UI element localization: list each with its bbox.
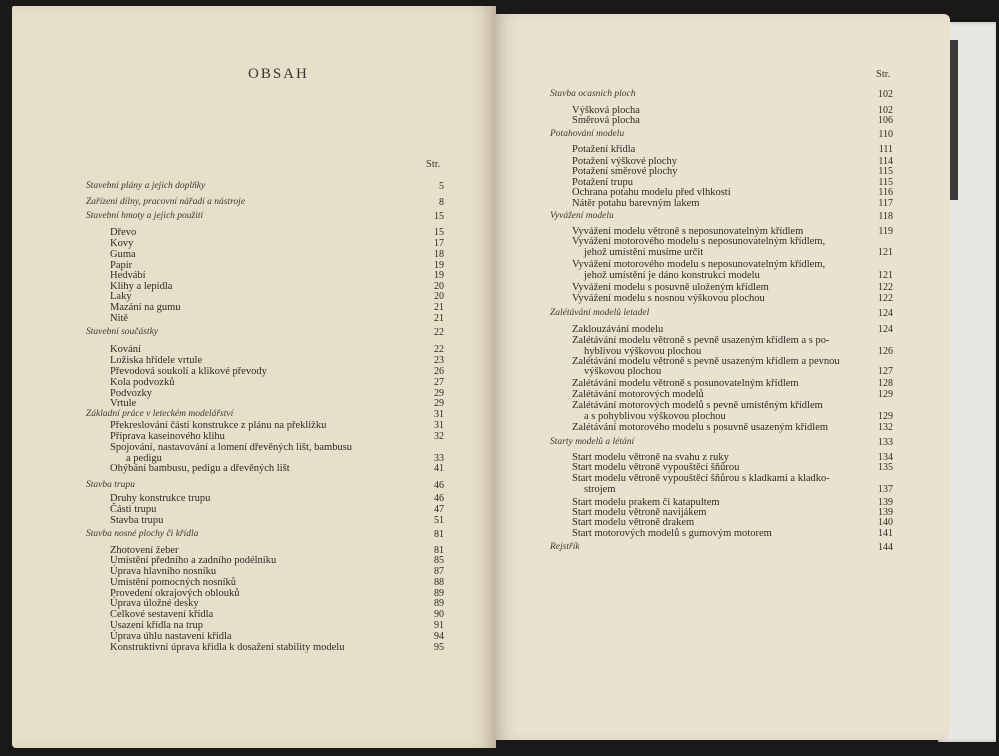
toc-page-number: 122: [878, 282, 893, 293]
toc-section-title: Stavba trupu: [86, 480, 135, 490]
toc-section-title: Stavba nosné plochy či křídla: [86, 529, 199, 539]
toc-entry: Hedvábí: [110, 270, 146, 281]
toc-page-number: 135: [878, 462, 893, 473]
toc-entry: Usazení křídla na trup: [110, 620, 204, 631]
toc-entry: Úprava hlavního nosníku: [110, 566, 217, 577]
left-page: [12, 6, 496, 748]
toc-entry: Části trupu: [110, 504, 157, 515]
toc-entry: Vyvážení modelu s posuvně uloženým křídlem: [572, 282, 769, 293]
toc-entry: Vyvážení motorového modelu s neposunovatelným křídlem,: [572, 236, 826, 247]
toc-page-number: 127: [878, 366, 893, 377]
toc-page-number: 22: [434, 327, 444, 338]
toc-entry: Kování: [110, 344, 141, 355]
toc-page-number: 102: [878, 89, 893, 100]
toc-page-number: 110: [878, 129, 893, 140]
toc-page-number: 119: [878, 226, 893, 237]
toc-entry: Úprava úhlu nastavení křídla: [110, 631, 232, 642]
toc-page-number: 116: [878, 187, 893, 198]
toc-entry: Dřevo: [110, 227, 137, 238]
toc-section-title: Stavební plány a jejich doplňky: [86, 181, 206, 191]
toc-section-title: Základní práce v leteckém modelářství: [86, 409, 234, 419]
toc-page-number: 31: [434, 420, 444, 431]
toc-entry: Start modelu větroně drakem: [572, 517, 695, 528]
toc-page-number: 117: [878, 198, 893, 209]
toc-page-number: 22: [434, 344, 444, 355]
toc-entry: a s pohyblivou výškovou plochou: [584, 411, 726, 422]
toc-page-number: 8: [439, 197, 444, 208]
toc-entry: Zalétávání modelu větroně s pevně usazeným křídlem a pevnou: [572, 356, 840, 367]
toc-page-number: 133: [878, 437, 893, 448]
toc-entry: Start modelu větroně na svahu z ruky: [572, 452, 729, 463]
toc-entry: Vyvážení modelu větroně s neposunovatelným křídlem: [572, 226, 804, 237]
toc-page-number: 5: [439, 181, 444, 192]
toc-page-number: 21: [434, 302, 444, 313]
toc-page-number: 15: [434, 227, 444, 238]
toc-entry: Spojování, nastavování a lomení dřevěných lišt, bambusu: [110, 442, 353, 453]
toc-entry: jehož umístění je dáno konstrukcí modelu: [584, 270, 760, 281]
toc-entry: Konstruktivní úprava křídla k dosažení stability modelu: [110, 642, 345, 653]
toc-entry: Stavba trupu: [110, 515, 164, 526]
toc-section-title: Starty modelů a létání: [550, 437, 635, 447]
toc-entry: Laky: [110, 291, 132, 302]
toc-page-number: 46: [434, 493, 444, 504]
toc-section-title: Stavební součástky: [86, 327, 159, 337]
toc-entry: Guma: [110, 249, 136, 260]
toc-entry: Zhotovení žeber: [110, 545, 179, 556]
toc-entry: strojem: [584, 484, 616, 495]
toc-entry: Úprava úložné desky: [110, 598, 199, 609]
toc-page-number: 129: [878, 411, 893, 422]
toc-page-number: 102: [878, 105, 893, 116]
toc-page-number: 124: [878, 308, 893, 319]
toc-entry: Vyvážení motorového modelu s neposunovatelným křídlem,: [572, 259, 826, 270]
toc-entry: Příprava kaseinového klihu: [110, 431, 225, 442]
toc-entry: Výšková plocha: [572, 105, 640, 116]
toc-entry: Zalétávání motorových modelů: [572, 389, 704, 400]
toc-entry: Provedení okrajových oblouků: [110, 588, 240, 599]
toc-page-number: 91: [434, 620, 444, 631]
toc-page-number: 46: [434, 480, 444, 491]
toc-page-number: 19: [434, 260, 444, 271]
toc-page-number: 20: [434, 291, 444, 302]
toc-entry: Vyvážení modelu s nosnou výškovou plochou: [572, 293, 765, 304]
toc-entry: Zaklouzávání modelu: [572, 324, 664, 335]
toc-page-number: 132: [878, 422, 893, 433]
toc-page-number: 144: [878, 542, 893, 553]
page-column-label: Str.: [426, 159, 441, 170]
toc-page-number: 139: [878, 497, 893, 508]
right-page: [493, 14, 950, 740]
toc-page-number: 129: [878, 389, 893, 400]
toc-page-number: 15: [434, 211, 444, 222]
toc-entry: Potažení směrové plochy: [572, 166, 678, 177]
toc-entry: hyblivou výškovou plochou: [584, 346, 702, 357]
toc-page-number: 41: [434, 463, 444, 474]
toc-entry: Mazání na gumu: [110, 302, 181, 313]
toc-section-title: Potahování modelu: [550, 129, 625, 139]
toc-page-number: 106: [878, 115, 893, 126]
toc-page-number: 29: [434, 388, 444, 399]
toc-entry: Ohýbání bambusu, pedigu a dřevěných lišt: [110, 463, 290, 474]
toc-entry: Nitě: [110, 313, 129, 324]
toc-entry: Umístění pomocných nosníků: [110, 577, 236, 588]
toc-page-number: 128: [878, 378, 893, 389]
toc-entry: Start modelu větroně vypouštěcí šňůrou: [572, 462, 740, 473]
toc-page-number: 124: [878, 324, 893, 335]
toc-entry: Zalétávání modelu větroně s posunovatelným křídlem: [572, 378, 799, 389]
toc-entry: Převodová soukolí a klikové převody: [110, 366, 267, 377]
toc-page-number: 26: [434, 366, 444, 377]
toc-entry: Zalétávání motorového modelu s posuvně usazeným křídlem: [572, 422, 829, 433]
toc-page-number: 88: [434, 577, 444, 588]
toc-page-number: 21: [434, 313, 444, 324]
toc-page-number: 137: [878, 484, 893, 495]
toc-page-number: 134: [878, 452, 893, 463]
toc-page-number: 29: [434, 398, 444, 409]
toc-page-number: 140: [878, 517, 893, 528]
toc-entry: Ložiska hřídele vrtule: [110, 355, 203, 366]
toc-entry: Umístění předního a zadního podélníku: [110, 555, 277, 566]
toc-page-number: 33: [434, 453, 444, 464]
toc-section-title: Zalétávání modelů letadel: [550, 308, 650, 318]
toc-page-number: 139: [878, 507, 893, 518]
toc-page-number: 115: [878, 177, 893, 188]
toc-entry: jehož umístění musíme určit: [584, 247, 704, 258]
toc-entry: Start modelu prakem či katapultem: [572, 497, 720, 508]
toc-page-number: 121: [878, 270, 893, 281]
toc-page-number: 31: [434, 409, 444, 420]
toc-entry: Potažení křídla: [572, 144, 636, 155]
toc-page-number: 89: [434, 588, 444, 599]
toc-entry: Zalétávání motorových modelů s pevně umístěným křídlem: [572, 400, 823, 411]
toc-entry: Potažení trupu: [572, 177, 633, 188]
toc-page-number: 121: [878, 247, 893, 258]
toc-section-title: Stavební hmoty a jejich použití: [86, 211, 204, 221]
toc-entry: Podvozky: [110, 388, 152, 399]
toc-entry: Druhy konstrukce trupu: [110, 493, 211, 504]
toc-entry: Celkové sestavení křídla: [110, 609, 214, 620]
toc-page-number: 126: [878, 346, 893, 357]
toc-page-number: 89: [434, 598, 444, 609]
toc-entry: Ochrana potahu modelu před vlhkostí: [572, 187, 731, 198]
toc-page-number: 87: [434, 566, 444, 577]
toc-page-number: 94: [434, 631, 444, 642]
toc-page-number: 115: [878, 166, 893, 177]
toc-entry: Překreslování částí konstrukce z plánu na překližku: [110, 420, 327, 431]
toc-page-number: 111: [878, 144, 893, 155]
toc-page-number: 122: [878, 293, 893, 304]
toc-entry: Kola podvozků: [110, 377, 175, 388]
toc-entry: Směrová plocha: [572, 115, 640, 126]
toc-page-number: 85: [434, 555, 444, 566]
toc-page-number: 114: [878, 156, 893, 167]
toc-entry: Zalétávání modelu větroně s pevně usazeným křídlem a s po-: [572, 335, 830, 346]
toc-page-number: 47: [434, 504, 444, 515]
toc-section-title: Vyvážení modelu: [550, 211, 614, 221]
page-column-label: Str.: [876, 69, 891, 80]
toc-entry: Start modelu větroně navijákem: [572, 507, 707, 518]
toc-entry: a pedigu: [126, 453, 162, 464]
toc-page-number: 32: [434, 431, 444, 442]
toc-page-number: 118: [878, 211, 893, 222]
toc-entry: Vrtule: [110, 398, 137, 409]
toc-page-number: 19: [434, 270, 444, 281]
toc-page-number: 17: [434, 238, 444, 249]
toc-page-number: 81: [434, 529, 444, 540]
page-title: OBSAH: [248, 66, 309, 82]
toc-entry: Papír: [110, 260, 133, 271]
toc-section-title: Rejstřík: [550, 542, 580, 552]
toc-entry: Kovy: [110, 238, 134, 249]
toc-entry: Start modelu větroně vypouštěcí šňůrou s kladkami a kladko-: [572, 473, 830, 484]
toc-page-number: 95: [434, 642, 444, 653]
toc-entry: Klihy a lepidla: [110, 281, 173, 292]
toc-entry: výškovou plochou: [584, 366, 662, 377]
toc-page-number: 81: [434, 545, 444, 556]
toc-section-title: Stavba ocasních ploch: [550, 89, 636, 99]
toc-entry: Nátěr potahu barevným lakem: [572, 198, 700, 209]
toc-entry: Start motorových modelů s gumovým motorem: [572, 528, 772, 539]
toc-page-number: 51: [434, 515, 444, 526]
toc-entry: Potažení výškové plochy: [572, 156, 677, 167]
toc-page-number: 23: [434, 355, 444, 366]
toc-page-number: 90: [434, 609, 444, 620]
toc-page-number: 141: [878, 528, 893, 539]
toc-page-number: 27: [434, 377, 444, 388]
toc-page-number: 20: [434, 281, 444, 292]
toc-section-title: Zařízení dílny, pracovní nářadí a nástroje: [86, 197, 246, 207]
toc-page-number: 18: [434, 249, 444, 260]
